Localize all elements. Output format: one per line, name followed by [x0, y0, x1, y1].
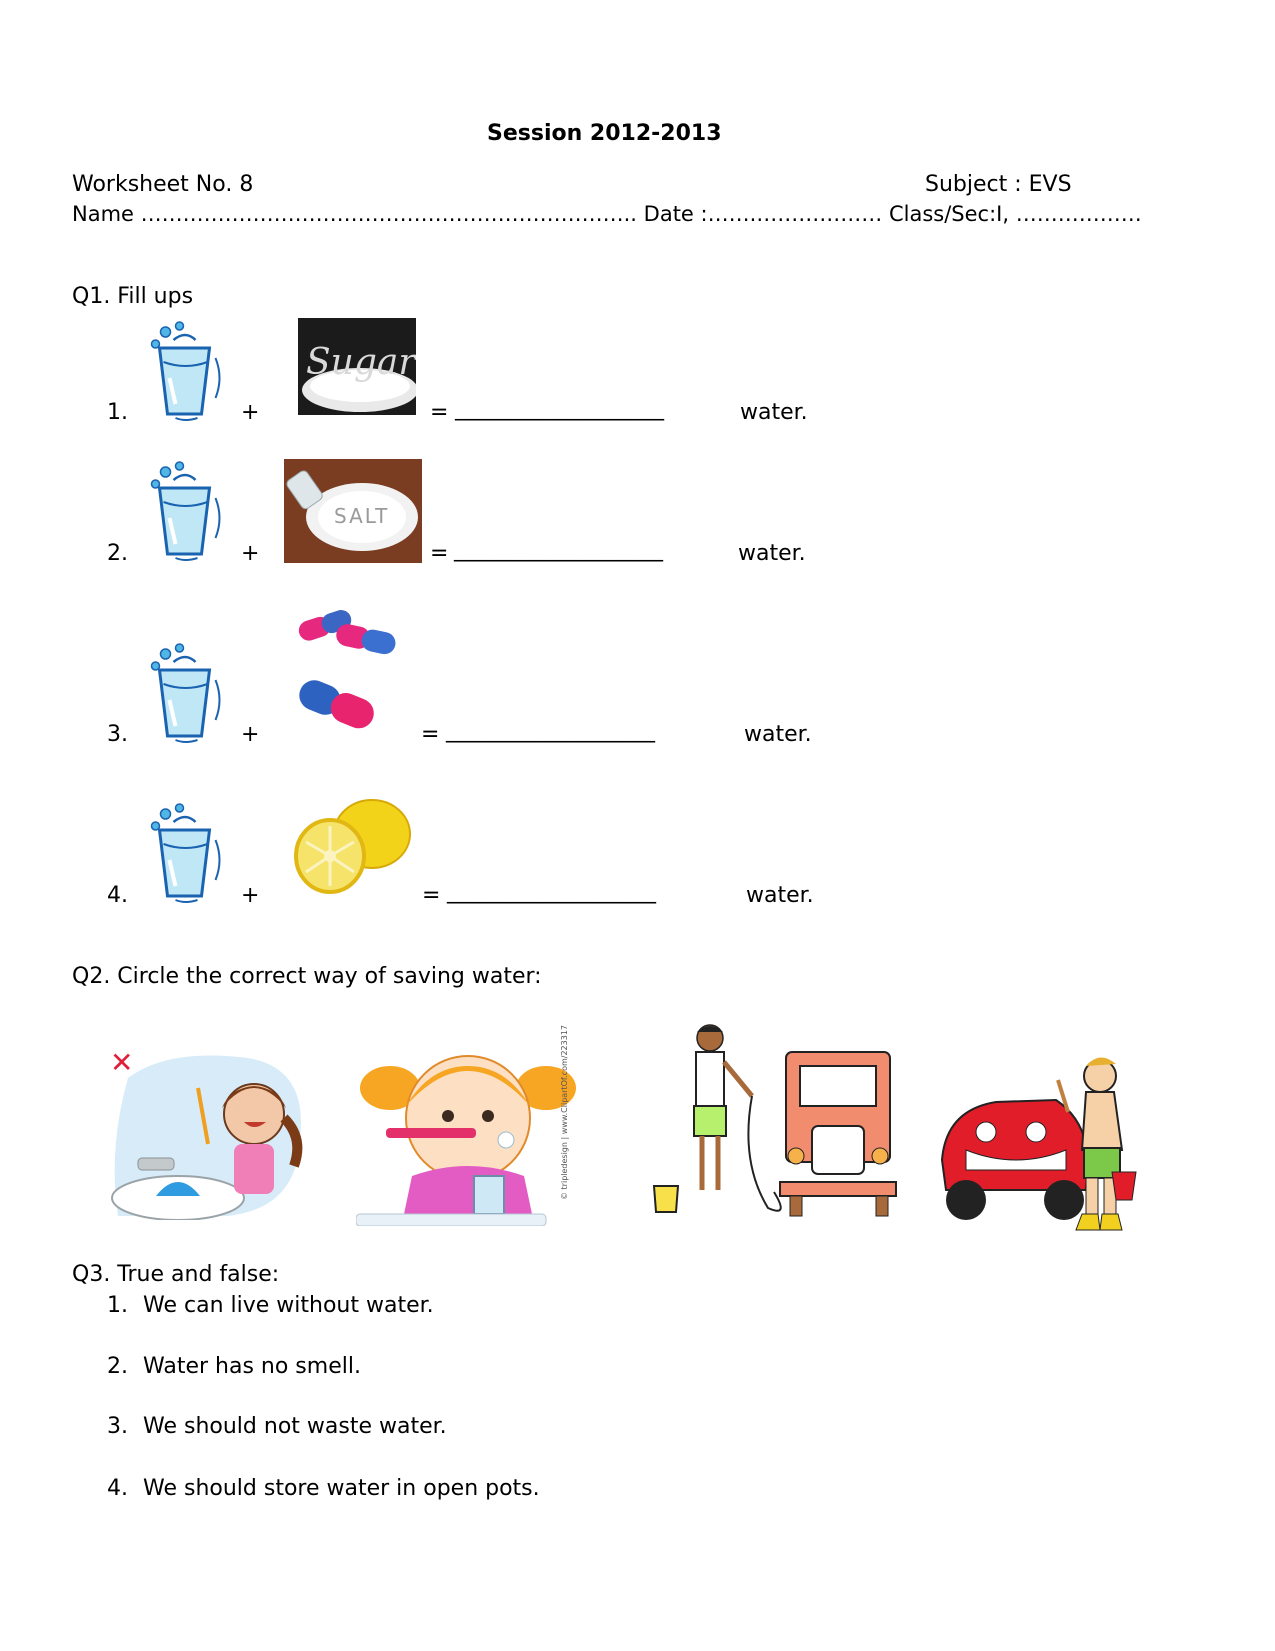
q1-item-number: 2. — [107, 541, 128, 566]
man-washing-car-bucket-image[interactable] — [936, 1040, 1142, 1232]
answer-blank[interactable]: ___________________ — [447, 879, 656, 904]
worksheet-number: Worksheet No. 8 — [72, 172, 254, 197]
answer-blank[interactable]: ___________________ — [455, 396, 664, 421]
q3-statement: We should store water in open pots. — [143, 1476, 540, 1501]
girl-brushing-cup-image[interactable] — [356, 1036, 578, 1226]
plus-sign: + — [241, 883, 260, 908]
subject-label: Subject : EVS — [925, 172, 1072, 197]
water-suffix: water. — [744, 722, 812, 747]
sugar-image — [298, 318, 416, 415]
name-date-class-line[interactable]: Name …………………………………………………………….. Date :…….……………… Class/Sec:I, ……………… — [72, 202, 1142, 226]
equals-sign: = — [430, 541, 449, 566]
lemon-image — [292, 790, 414, 898]
water-suffix: water. — [738, 541, 806, 566]
water-suffix: water. — [746, 883, 814, 908]
q3-statement: We can live without water. — [143, 1293, 434, 1318]
water-glass-icon — [143, 318, 228, 423]
q3-item-number: 1. — [107, 1293, 128, 1318]
clipart-watermark: © tripledesign | www.ClipartOf.com/223317 — [560, 1024, 569, 1200]
salt-image — [284, 459, 422, 563]
session-title: Session 2012-2013 — [487, 121, 722, 146]
answer-blank[interactable]: ___________________ — [446, 718, 655, 743]
man-washing-truck-hose-image[interactable] — [650, 1022, 900, 1222]
svg-text:Sugar: Sugar — [306, 342, 416, 383]
water-suffix: water. — [740, 400, 808, 425]
equals-sign: = — [421, 722, 440, 747]
water-glass-icon — [143, 800, 228, 905]
q1-item-number: 4. — [107, 883, 128, 908]
q1-item-number: 1. — [107, 400, 128, 425]
q3-statement: Water has no smell. — [143, 1354, 361, 1379]
q3-item-number: 2. — [107, 1354, 128, 1379]
plus-sign: + — [241, 722, 260, 747]
q2-heading: Q2. Circle the correct way of saving water: — [72, 964, 542, 989]
water-glass-icon — [143, 640, 228, 745]
q3-item-number: 4. — [107, 1476, 128, 1501]
cross-mark-icon: ✕ — [110, 1046, 134, 1079]
q3-item-number: 3. — [107, 1414, 128, 1439]
capsules-image — [292, 603, 404, 745]
equals-sign: = — [422, 883, 441, 908]
q3-heading: Q3. True and false: — [72, 1262, 280, 1287]
plus-sign: + — [241, 400, 260, 425]
plus-sign: + — [241, 541, 260, 566]
q3-statement: We should not waste water. — [143, 1414, 447, 1439]
q1-item-number: 3. — [107, 722, 128, 747]
q1-heading: Q1. Fill ups — [72, 284, 194, 309]
girl-brushing-tap-open-image[interactable] — [108, 1048, 308, 1220]
answer-blank[interactable]: ___________________ — [454, 537, 663, 562]
equals-sign: = — [430, 400, 449, 425]
water-glass-icon — [143, 458, 228, 563]
svg-text:SALT: SALT — [334, 504, 390, 528]
